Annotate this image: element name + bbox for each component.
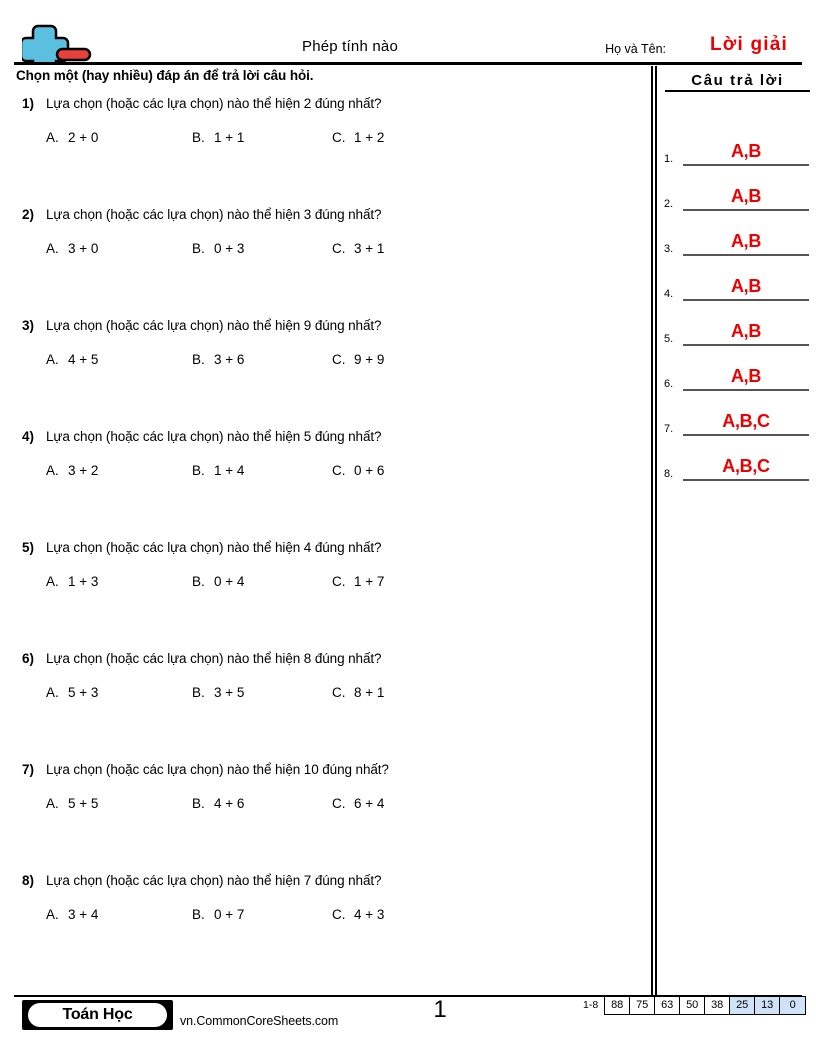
answer-row — [664, 437, 814, 481]
answer-value: A,B — [730, 186, 762, 206]
choice-value: 4 + 3 — [354, 907, 385, 922]
choice-letter: C. — [332, 907, 346, 922]
question-item — [0, 96, 650, 207]
answer-blank-line[interactable] — [683, 389, 809, 391]
choice-letter: B. — [192, 907, 205, 922]
answer-row — [664, 122, 814, 166]
answer-blank-line[interactable] — [683, 299, 809, 301]
answer-number: 3. — [664, 243, 674, 255]
choice-option[interactable] — [46, 796, 98, 811]
plus-minus-icon — [22, 22, 92, 64]
score-cell: 0 — [780, 997, 805, 1014]
choice-value: 4 + 6 — [214, 796, 245, 811]
choice-letter: A. — [46, 241, 59, 256]
answer-number: 2. — [664, 198, 674, 210]
choice-letter: C. — [332, 574, 346, 589]
choice-value: 0 + 3 — [214, 241, 245, 256]
choice-value: 3 + 5 — [214, 685, 245, 700]
score-range-label: 1-8 — [583, 999, 599, 1011]
score-cell: 38 — [705, 997, 730, 1014]
score-cell: 88 — [605, 997, 630, 1014]
score-cells — [604, 996, 806, 1015]
score-cell: 25 — [730, 997, 755, 1014]
choice-letter: A. — [46, 796, 59, 811]
question-item — [0, 873, 650, 984]
page-header — [0, 0, 816, 64]
brand-badge — [22, 1000, 173, 1030]
choice-letter: A. — [46, 463, 59, 478]
choice-option[interactable] — [46, 352, 98, 367]
answer-row — [664, 167, 814, 211]
score-cell: 50 — [680, 997, 705, 1014]
choice-option[interactable] — [46, 574, 98, 589]
choice-option[interactable] — [192, 241, 244, 256]
choice-value: 1 + 3 — [68, 574, 99, 589]
answer-row — [664, 347, 814, 391]
answer-value: A,B — [730, 141, 762, 161]
question-number: 5) — [22, 540, 35, 555]
answer-blank-line[interactable] — [683, 164, 809, 166]
choice-option[interactable] — [192, 685, 244, 700]
question-item — [0, 540, 650, 651]
choice-value: 0 + 7 — [214, 907, 245, 922]
question-text: Lựa chọn (hoặc các lựa chọn) nào thể hiện 9 đúng nhất? — [46, 318, 382, 333]
choice-option[interactable] — [332, 130, 384, 145]
question-text: Lựa chọn (hoặc các lựa chọn) nào thể hiện 3 đúng nhất? — [46, 207, 382, 222]
answer-value: A,B,C — [722, 456, 770, 476]
question-number: 8) — [22, 873, 35, 888]
answer-blank-line[interactable] — [683, 344, 809, 346]
choice-letter: B. — [192, 352, 205, 367]
choice-option[interactable] — [46, 907, 98, 922]
answer-number: 6. — [664, 378, 674, 390]
answer-value: A,B — [730, 366, 762, 386]
score-key-table — [583, 996, 806, 1015]
answer-number: 5. — [664, 333, 674, 345]
choice-value: 4 + 5 — [68, 352, 99, 367]
answer-row — [664, 212, 814, 256]
choice-option[interactable] — [192, 130, 244, 145]
answer-blank-line[interactable] — [683, 209, 809, 211]
choice-letter: C. — [332, 685, 346, 700]
choice-value: 2 + 0 — [68, 130, 99, 145]
answer-number: 8. — [664, 468, 674, 480]
choice-option[interactable] — [192, 352, 244, 367]
choice-option[interactable] — [46, 463, 98, 478]
choice-letter: C. — [332, 352, 346, 367]
question-number: 4) — [22, 429, 35, 444]
choice-value: 3 + 6 — [214, 352, 245, 367]
score-cell: 63 — [655, 997, 680, 1014]
choice-option[interactable] — [332, 241, 384, 256]
choice-letter: B. — [192, 241, 205, 256]
choice-value: 0 + 6 — [354, 463, 385, 478]
site-url: vn.CommonCoreSheets.com — [180, 1014, 339, 1028]
question-item — [0, 207, 650, 318]
answer-row — [664, 302, 814, 346]
question-item — [0, 651, 650, 762]
question-text: Lựa chọn (hoặc các lựa chọn) nào thể hiện 5 đúng nhất? — [46, 429, 382, 444]
answer-value: A,B — [730, 276, 762, 296]
choice-value: 3 + 4 — [68, 907, 99, 922]
page-number: 1 — [433, 996, 447, 1023]
choice-value: 9 + 9 — [354, 352, 385, 367]
choice-letter: A. — [46, 574, 59, 589]
question-text: Lựa chọn (hoặc các lựa chọn) nào thể hiện 4 đúng nhất? — [46, 540, 382, 555]
choice-value: 1 + 4 — [214, 463, 245, 478]
question-number: 1) — [22, 96, 35, 111]
choice-value: 1 + 7 — [354, 574, 385, 589]
choice-option[interactable] — [332, 685, 384, 700]
choice-value: 0 + 4 — [214, 574, 245, 589]
answer-value: A,B — [730, 231, 762, 251]
choice-letter: B. — [192, 685, 205, 700]
question-item — [0, 318, 650, 429]
choice-letter: A. — [46, 907, 59, 922]
choice-value: 3 + 0 — [68, 241, 99, 256]
choice-value: 3 + 1 — [354, 241, 385, 256]
choice-letter: B. — [192, 130, 205, 145]
choice-value: 1 + 2 — [354, 130, 385, 145]
question-item — [0, 429, 650, 540]
question-text: Lựa chọn (hoặc các lựa chọn) nào thể hiện 7 đúng nhất? — [46, 873, 382, 888]
choice-letter: B. — [192, 796, 205, 811]
choice-option[interactable] — [192, 907, 244, 922]
choice-value: 5 + 3 — [68, 685, 99, 700]
name-field-label: Họ và Tên: — [605, 42, 666, 56]
question-number: 7) — [22, 762, 35, 777]
answer-blank-line[interactable] — [683, 479, 809, 481]
choice-option[interactable] — [192, 574, 244, 589]
answer-number: 4. — [664, 288, 674, 300]
choice-option[interactable] — [192, 796, 244, 811]
choice-letter: C. — [332, 796, 346, 811]
choice-option[interactable] — [332, 352, 384, 367]
choice-value: 1 + 1 — [214, 130, 245, 145]
choice-option[interactable] — [46, 241, 98, 256]
choice-letter: A. — [46, 130, 59, 145]
choice-letter: B. — [192, 463, 205, 478]
choice-option[interactable] — [332, 796, 384, 811]
question-text: Lựa chọn (hoặc các lựa chọn) nào thể hiện 8 đúng nhất? — [46, 651, 382, 666]
choice-option[interactable] — [332, 574, 384, 589]
question-number: 6) — [22, 651, 35, 666]
question-text: Lựa chọn (hoặc các lựa chọn) nào thể hiện 10 đúng nhất? — [46, 762, 389, 777]
choice-value: 8 + 1 — [354, 685, 385, 700]
choice-option[interactable] — [46, 130, 98, 145]
name-field-value: Lời giải — [709, 34, 788, 55]
choice-letter: A. — [46, 685, 59, 700]
question-number: 3) — [22, 318, 35, 333]
answer-value: A,B — [730, 321, 762, 341]
answer-value: A,B,C — [722, 411, 770, 431]
questions-list — [0, 96, 650, 984]
choice-value: 3 + 2 — [68, 463, 99, 478]
question-number: 2) — [22, 207, 35, 222]
choice-letter: C. — [332, 130, 346, 145]
question-item — [0, 762, 650, 873]
answer-number: 1. — [664, 153, 674, 165]
choice-letter: C. — [332, 463, 346, 478]
brand-label: Toán Học — [28, 1003, 167, 1027]
question-text: Lựa chọn (hoặc các lựa chọn) nào thể hiện 2 đúng nhất? — [46, 96, 382, 111]
choice-option[interactable] — [46, 685, 98, 700]
choice-value: 6 + 4 — [354, 796, 385, 811]
choice-letter: B. — [192, 574, 205, 589]
answer-row — [664, 257, 814, 301]
page-title: Phép tính nào — [301, 38, 398, 55]
choice-letter: A. — [46, 352, 59, 367]
instructions-text: Chọn một (hay nhiều) đáp án để trả lời câu hỏi. — [16, 68, 314, 83]
choice-letter: C. — [332, 241, 346, 256]
answer-column-title: Câu trả lời — [665, 72, 810, 92]
answer-blank-line[interactable] — [683, 254, 809, 256]
choice-option[interactable] — [192, 463, 244, 478]
choice-option[interactable] — [332, 907, 384, 922]
choice-option[interactable] — [332, 463, 384, 478]
answer-blank-line[interactable] — [683, 434, 809, 436]
answer-row — [664, 392, 814, 436]
score-cell: 75 — [630, 997, 655, 1014]
answer-number: 7. — [664, 423, 674, 435]
header-divider-rule — [14, 62, 802, 65]
score-cell: 13 — [755, 997, 780, 1014]
choice-value: 5 + 5 — [68, 796, 99, 811]
answer-key-column — [657, 66, 816, 995]
